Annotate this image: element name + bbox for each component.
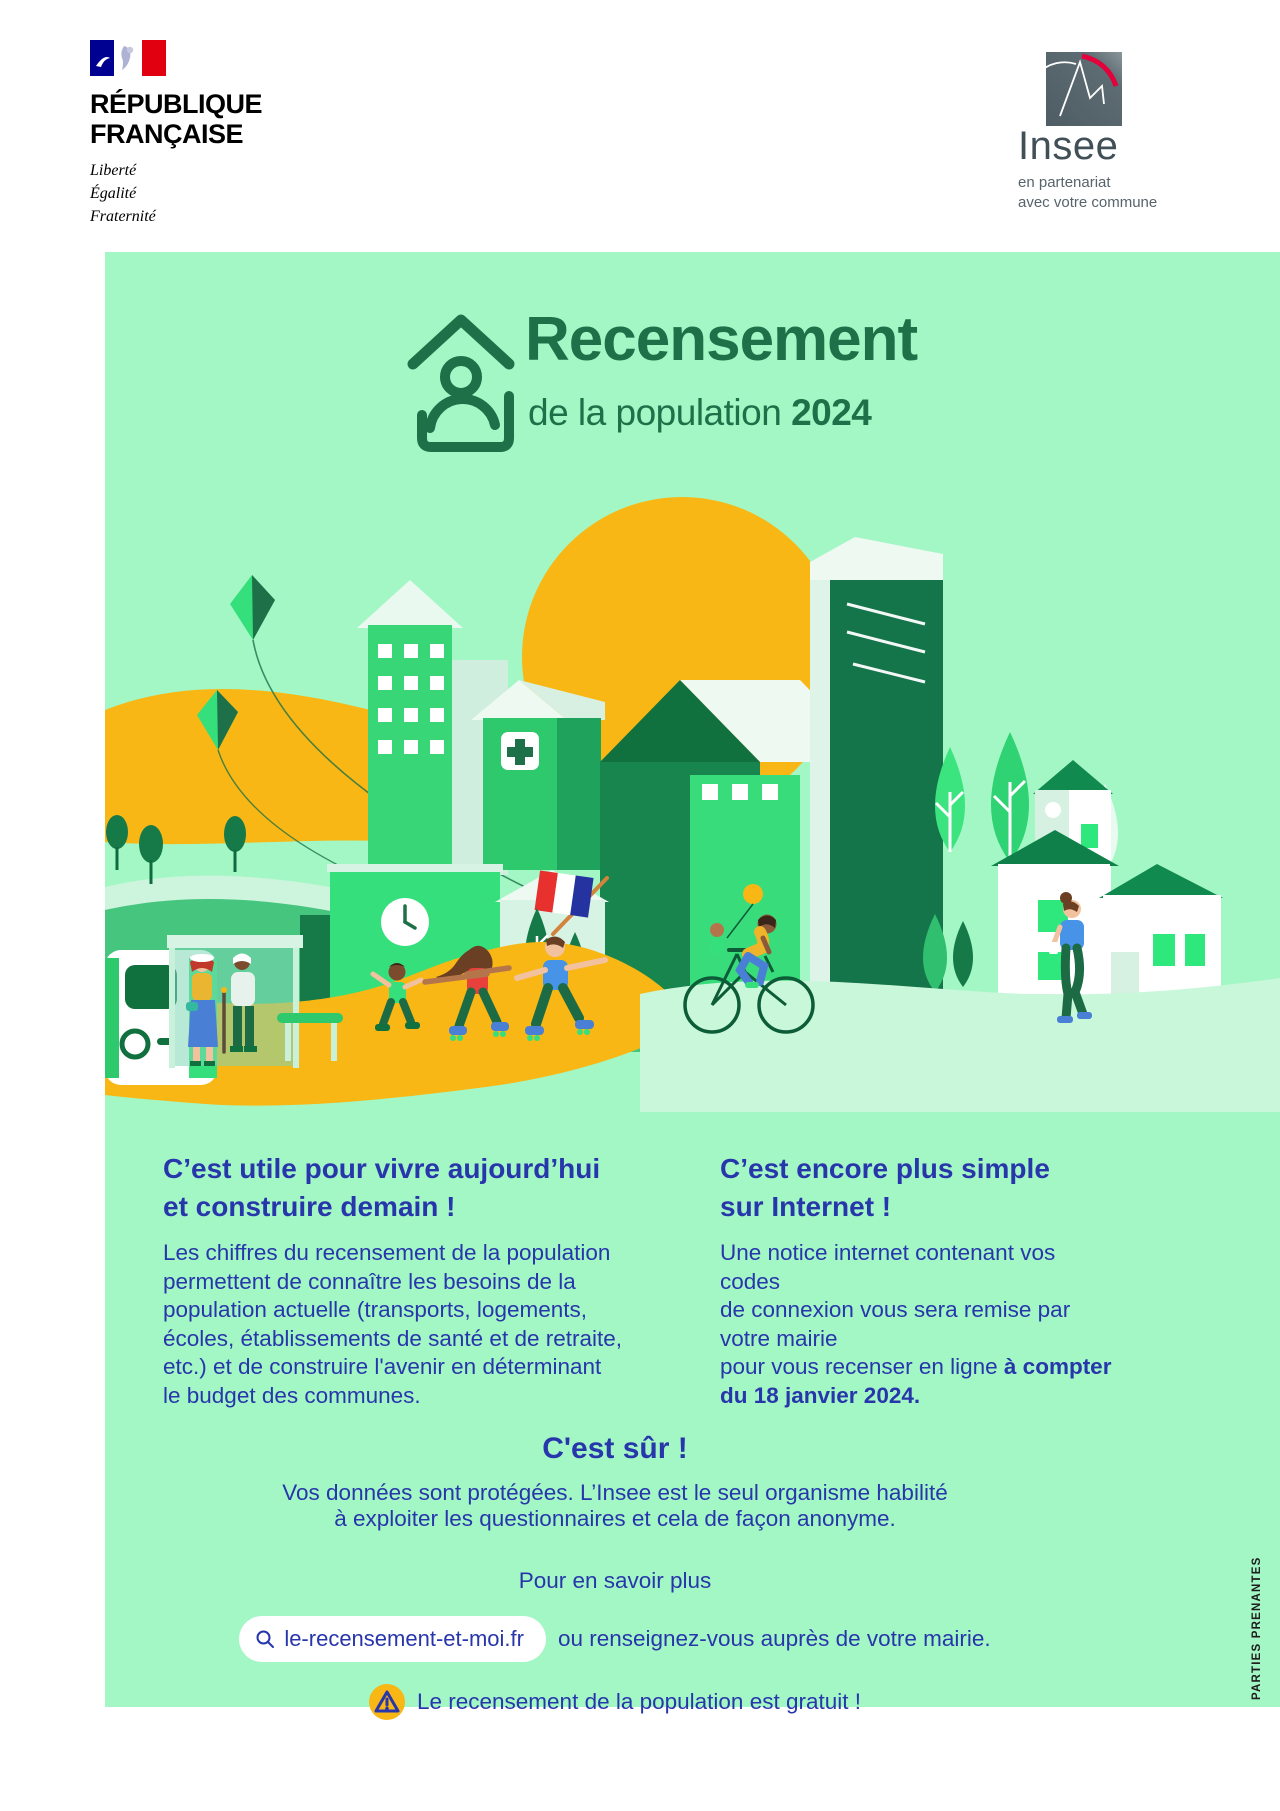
- free-notice-row: [140, 1684, 1090, 1720]
- pale-hill: [640, 978, 1280, 1112]
- marianne-motto: Liberté Égalité Fraternité: [90, 162, 156, 225]
- right-column: [720, 1150, 1120, 1411]
- search-icon: [255, 1629, 275, 1649]
- search-row: [140, 1616, 1090, 1662]
- poster-subtitle: de la population 2024: [528, 392, 872, 433]
- right-body: Une notice internet contenant vos codes de connexion vous sera remise par votre mairie pour vous recenser en ligne à compter du 18 janvier 2024.: [720, 1240, 1112, 1408]
- right-white-house: [1099, 864, 1223, 995]
- poster-panel: [105, 252, 1280, 1714]
- search-suffix: ou renseignez-vous auprès de votre mairie.: [557, 1626, 991, 1651]
- balloon: [743, 884, 763, 904]
- secure-heading: C'est sûr !: [542, 1432, 688, 1465]
- french-flag-icon: [90, 40, 166, 76]
- insee-wordmark: Insee: [1018, 124, 1119, 168]
- free-notice-text: Le recensement de la population est gratuit !: [416, 1689, 862, 1714]
- search-url: le-recensement-et-moi.fr: [284, 1626, 524, 1651]
- vertical-caption: PARTIES PRENANTES: [1251, 1556, 1263, 1700]
- poster-title: Recensement: [525, 305, 918, 374]
- left-heading: C’est utile pour vivre aujourd’hui et construire demain !: [163, 1153, 601, 1222]
- poster-year: 2024: [791, 392, 872, 433]
- secure-section: [140, 1432, 1090, 1720]
- village-houses: [923, 760, 1223, 995]
- right-heading: C’est encore plus simple sur Internet !: [720, 1153, 1050, 1222]
- skyscraper: [810, 537, 943, 1010]
- poplar-trees: [935, 732, 1029, 862]
- republique-title: RÉPUBLIQUE FRANÇAISE: [90, 89, 263, 149]
- warning-icon: [369, 1684, 405, 1720]
- hospital-building: [471, 680, 605, 870]
- secure-body: Vos données sont protégées. L’Insee est le seul organisme habilité à exploiter les questionnaires et cela de façon anonyme.: [282, 1480, 948, 1531]
- search-pill[interactable]: [239, 1616, 546, 1662]
- insee-partnership-text: en partenariat avec votre commune: [1018, 174, 1158, 211]
- more-info-label: Pour en savoir plus: [518, 1568, 712, 1593]
- left-column: [163, 1150, 633, 1411]
- left-body: Les chiffres du recensement de la population permettent de connaître les besoins de la population actuelle (transports, logements, écoles, établissements de santé et de retraite, etc.) et de construire l'avenir en déterminant le budget des communes.: [163, 1240, 623, 1408]
- insee-logo-icon: [1046, 52, 1122, 126]
- insee-logo-block: [1018, 52, 1188, 213]
- city-illustration: [105, 432, 1280, 1112]
- marianne-logo-block: [90, 40, 262, 228]
